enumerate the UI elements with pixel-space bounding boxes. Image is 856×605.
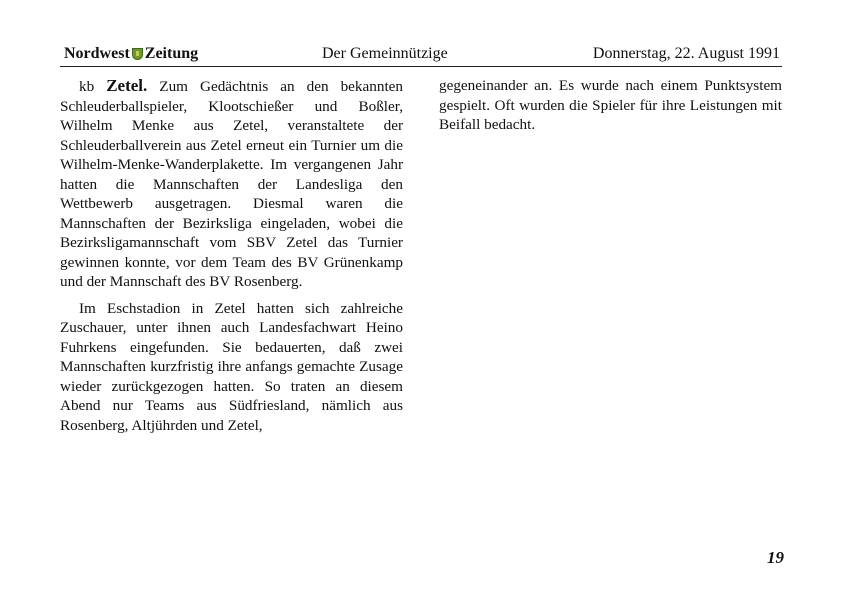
article-paragraph-2: Im Eschstadion in Zetel hatten sich zahlreiche Zuschauer, unter ihnen auch Landesfachwart Heino Fuhrkens eingefunden. Sie bedauerten, daß zwei Mannschaften kurzfristig ihre anfangs gemachte Zusage wieder zurückgezogen hatten. So traten an diesem Abend nur Teams aus Südfriesland, nämlich aus Rosenberg, Altjührden und Zetel, [60,299,403,434]
newspaper-masthead [64,44,198,64]
article-paragraph-1 [60,76,403,292]
section-title: Der Gemeinnützige [322,45,448,62]
masthead-zeitung: Zeitung [144,45,199,62]
issue-date: Donnerstag, 22. August 1991 [592,45,780,62]
article-column-left [60,76,403,435]
article-column-right [439,76,782,135]
author-initials: kb [79,78,95,95]
page-header [60,44,782,67]
coat-of-arms-icon [132,48,143,60]
paragraph-1-text: Zum Gedächtnis an den bekannten Schleuderballspieler, Klootschießer und Boßler, Wilhelm Menke aus Zetel, veranstaltete der Schleuderballverein aus Zetel erneut ein Turnier um die Wilhelm-Menke-Wanderplakette. Im vergangenen Jahr hatten die Mannschaften der Landesliga den Wettbewerb ausgetragen. Diesmal waren die Mannschaften der Bezirksliga eingeladen, wobei die Bezirksligamannschaft vom SBV Zetel das Turnier gewinnen konnte, vor dem Team des BV Grünenkamp und der Mannschaft des BV Rosenberg. [60,78,404,290]
page-number: 19 [767,548,784,567]
masthead-nordwest: Nordwest [64,45,130,62]
article-paragraph-3: gegeneinander an. Es wurde nach einem Punktsystem gespielt. Oft wurden die Spieler für ihre Leistungen mit Beifall bedacht. [439,77,782,133]
dateline-location: Zetel. [106,76,148,95]
